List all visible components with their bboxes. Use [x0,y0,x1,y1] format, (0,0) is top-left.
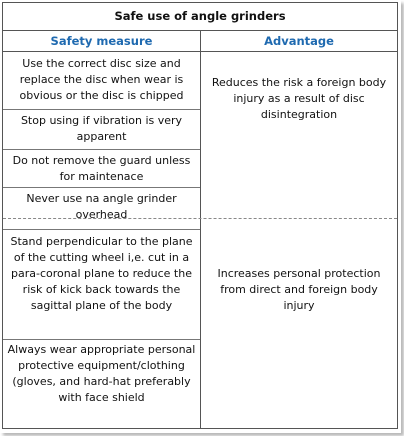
measure-cell [3,110,200,150]
measure-text: Stand perpendicular to the plane of the cutting wheel i,e. cut in a para-coronal plane to reduce the risk of kick back towards the sagittal plane of the body [10,235,193,312]
advantage-text: Increases personal protection from direct and foreign body injury [217,267,381,312]
header-advantage: Advantage [201,31,397,52]
safety-table [2,2,398,429]
measure-cell [3,188,200,228]
measure-cell [3,150,200,188]
measure-cell [3,229,200,340]
advantage-text: Reduces the risk a foreign body injury as a result of disc disintegration [211,76,387,121]
measure-text: Use the correct disc size and replace the disc when wear is obvious or the disc is chipped [19,57,184,102]
advantage-cell [201,75,397,123]
measure-cell [3,52,200,110]
dashed-divider [3,218,397,219]
measure-cell [3,339,200,428]
measure-text: Never use na angle grinder overhead [26,192,177,221]
measure-text: Always wear appropriate personal protective equipment/clothing (gloves, and hard-hat preferably with face shield [7,343,196,404]
measure-text: Stop using if vibration is very apparent [20,114,183,143]
advantage-cell [201,266,397,314]
header-safety-measure: Safety measure [3,31,201,52]
table-title: Safe use of angle grinders [3,3,397,31]
measure-text: Do not remove the guard unless for maintenace [12,154,191,183]
